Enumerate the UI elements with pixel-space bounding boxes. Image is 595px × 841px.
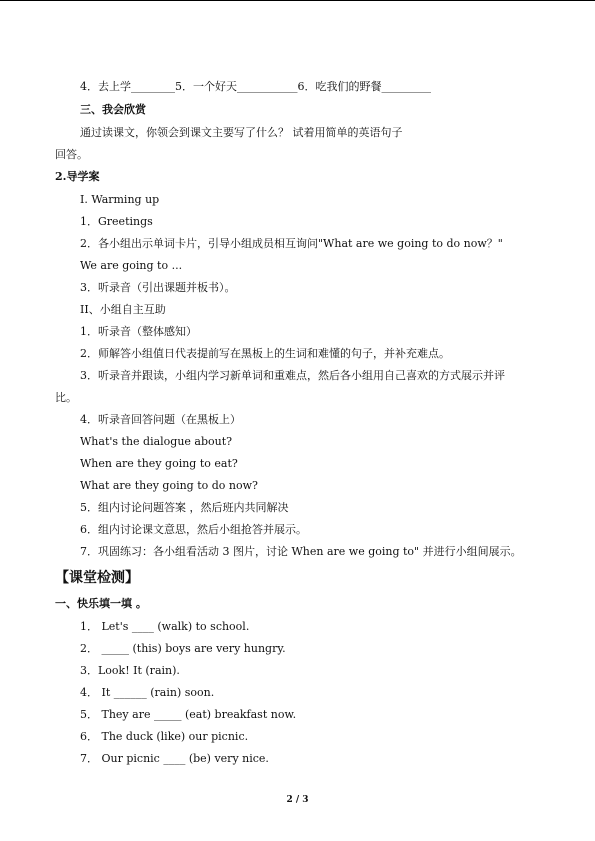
list-item: 4．听录音回答问题（在黑板上） [80,413,241,426]
top-rule [0,0,595,1]
section-title: 【课堂检测】 [55,570,139,586]
exercise-item: 7． Our picnic ____ (be) very nice. [80,752,269,765]
page-number: 2 / 3 [286,795,309,805]
list-item: 比。 [55,391,77,404]
section-heading: 三、我会欣赏 [80,103,146,116]
subheading: I. Warming up [80,193,160,206]
list-item: 1．听录音（整体感知） [80,325,197,338]
exercise-item: 4． It ______ (rain) soon. [80,686,215,699]
exercise-item: 1． Let's ____ (walk) to school. [80,620,250,633]
exercise-item: 2． _____ (this) boys are very hungry. [80,642,286,655]
list-item: 3．听录音并跟读，小组内学习新单词和重难点，然后各小组用自己喜欢的方式展示并评 [80,369,505,382]
list-item: We are going to ... [80,259,183,272]
list-item: 3．听录音（引出课题并板书）。 [80,281,236,294]
question-line: What's the dialogue about? [80,435,233,448]
exercise-item: 6． The duck (like) our picnic. [80,730,249,743]
list-item: 1．Greetings [80,215,153,228]
list-item: 7．巩固练习：各小组看活动 3 图片，讨论 When are we going to" 并进行小组间展示。 [80,545,522,558]
exercise-item: 5． They are _____ (eat) breakfast now. [80,708,297,721]
paragraph-line: 回答。 [55,148,88,161]
exercise-item: 3．Look! It (rain). [80,664,180,677]
paragraph-line: 通过读课文，你领会到课文主要写了什么？ 试着用简单的英语句子 [80,126,403,139]
question-line: When are they going to eat? [80,457,238,470]
list-item: 2．各小组出示单词卡片，引导小组成员相互询问"What are we going to do now？" [80,237,503,250]
list-item: 2．师解答小组值日代表提前写在黑板上的生词和难懂的句子，并补充难点。 [80,347,450,360]
section-heading: 2.导学案 [55,170,100,183]
question-line: What are they going to do now? [80,479,258,492]
subheading: II、小组自主互助 [80,303,166,316]
vocab-line: 4．去上学________5．一个好天___________6．吃我们的野餐_________ [80,80,431,93]
list-item: 5．组内讨论问题答案 ，然后班内共同解决 [80,501,289,514]
exercise-heading: 一、快乐填一填 。 [55,597,147,610]
list-item: 6．组内讨论课文意思，然后小组抢答并展示。 [80,523,307,536]
